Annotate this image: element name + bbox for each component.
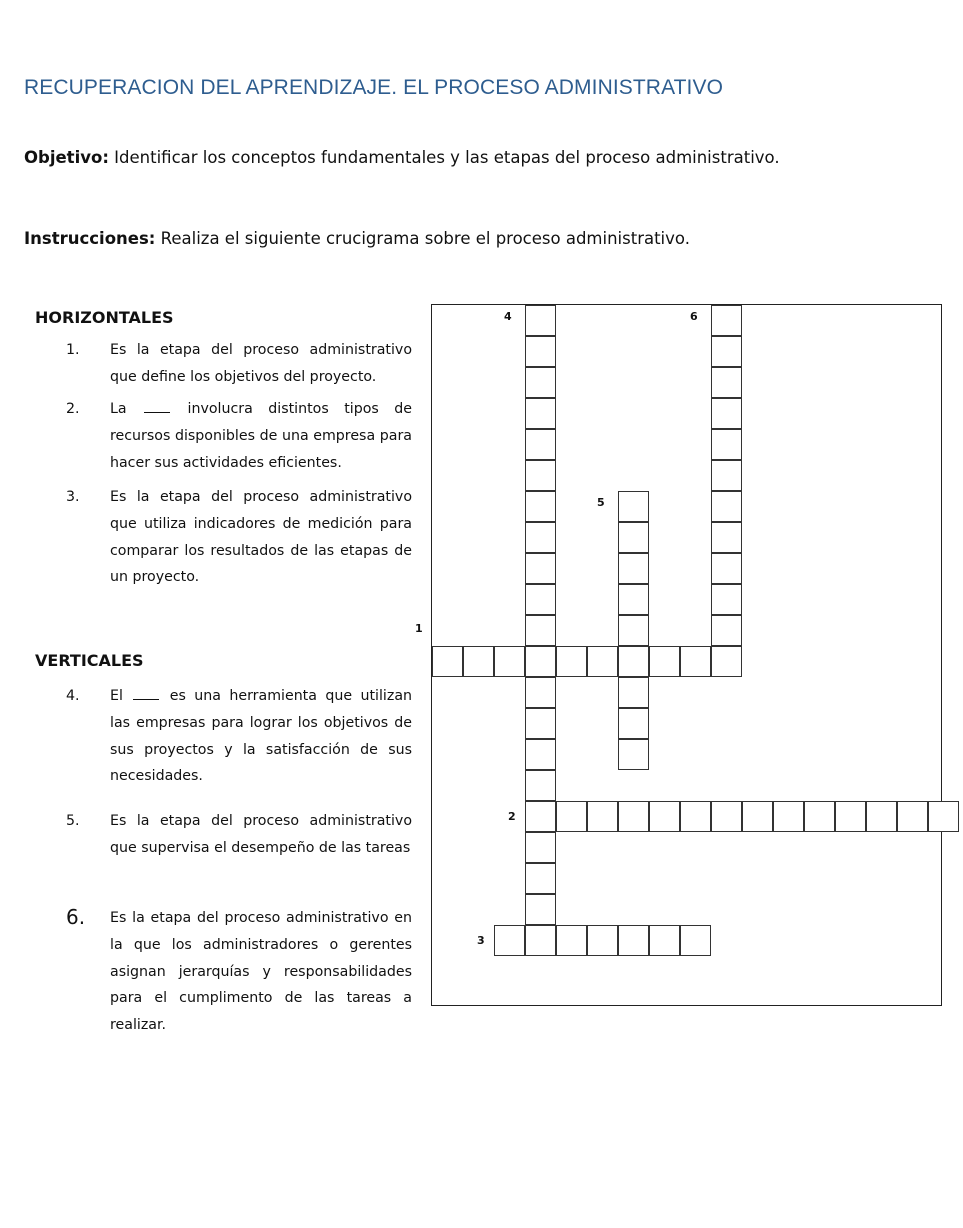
clue-horizontal-2 — [66, 396, 412, 476]
crossword-cell[interactable] — [618, 584, 649, 615]
clue-text-after: es una herramienta que utilizan las empresas para lograr los objetivos de sus proyectos y la satisfacción de sus necesidades. — [110, 688, 413, 785]
crossword-cell[interactable] — [587, 646, 618, 677]
crossword-cell[interactable] — [525, 739, 556, 770]
crossword-cell[interactable] — [897, 801, 928, 832]
crossword-cell[interactable] — [525, 615, 556, 646]
crossword-cell[interactable] — [525, 770, 556, 801]
crossword-cell[interactable] — [711, 460, 742, 491]
clue-text-before: La — [110, 401, 127, 417]
crossword-cell[interactable] — [525, 305, 556, 336]
crossword-cell[interactable] — [556, 646, 587, 677]
crossword-number: 1 — [415, 622, 423, 635]
crossword-cell[interactable] — [649, 925, 680, 956]
crossword-cell[interactable] — [525, 398, 556, 429]
crossword-cell[interactable] — [525, 832, 556, 863]
clue-horizontal-3 — [66, 484, 412, 591]
clue-text: Es la etapa del proceso administrativo que define los objetivos del proyecto. — [110, 342, 412, 385]
instructions-text: Realiza el siguiente crucigrama sobre el proceso administrativo. — [160, 229, 690, 248]
clue-text-before: El — [110, 688, 123, 704]
verticales-heading: VERTICALES — [35, 651, 144, 670]
crossword-cell[interactable] — [432, 646, 463, 677]
crossword-cell[interactable] — [711, 305, 742, 336]
clue-text — [110, 396, 412, 476]
crossword-cell[interactable] — [711, 429, 742, 460]
crossword-cell[interactable] — [525, 801, 556, 832]
clue-number: 6. — [66, 905, 86, 929]
crossword-cell[interactable] — [804, 801, 835, 832]
crossword-cell[interactable] — [618, 646, 649, 677]
clue-number: 5. — [66, 813, 80, 829]
crossword-cell[interactable] — [525, 491, 556, 522]
crossword-number: 3 — [477, 934, 485, 947]
crossword-cell[interactable] — [680, 646, 711, 677]
crossword-cell[interactable] — [649, 801, 680, 832]
clue-horizontal-1 — [66, 337, 412, 391]
crossword-cell[interactable] — [525, 708, 556, 739]
clue-number: 2. — [66, 401, 80, 417]
crossword-cell[interactable] — [556, 801, 587, 832]
clue-text: Es la etapa del proceso administrativo que utiliza indicadores de medición para comparar los resultados de las etapas de un proyecto. — [110, 489, 412, 586]
crossword-cell[interactable] — [525, 429, 556, 460]
crossword-cell[interactable] — [463, 646, 494, 677]
crossword-cell[interactable] — [587, 801, 618, 832]
crossword-cell[interactable] — [618, 615, 649, 646]
crossword-cell[interactable] — [711, 646, 742, 677]
page-title: RECUPERACION DEL APRENDIZAJE. EL PROCESO ADMINISTRATIVO — [24, 76, 724, 99]
crossword-cell[interactable] — [866, 801, 897, 832]
crossword-cell[interactable] — [525, 553, 556, 584]
instructions — [24, 229, 690, 248]
crossword-cell[interactable] — [525, 646, 556, 677]
crossword-cell[interactable] — [835, 801, 866, 832]
clue-text-after: involucra distintos tipos de recursos disponibles de una empresa para hacer sus actividades eficientes. — [110, 401, 412, 471]
crossword-cell[interactable] — [618, 801, 649, 832]
clue-text — [110, 683, 412, 790]
crossword-cell[interactable] — [618, 677, 649, 708]
answer-blank — [133, 687, 159, 700]
clue-number: 3. — [66, 489, 80, 505]
crossword-number: 5 — [597, 496, 605, 509]
crossword-cell[interactable] — [711, 398, 742, 429]
crossword-cell[interactable] — [618, 708, 649, 739]
crossword-number: 2 — [508, 810, 516, 823]
crossword-cell[interactable] — [680, 801, 711, 832]
clue-vertical-5 — [66, 808, 412, 862]
clue-text: Es la etapa del proceso administrativo en la que los administradores o gerentes asignan jerarquías y responsabilidades para el cumplimento de las tareas a realizar. — [110, 910, 412, 1034]
crossword-cell[interactable] — [494, 925, 525, 956]
crossword-cell[interactable] — [525, 522, 556, 553]
horizontales-heading: HORIZONTALES — [35, 308, 174, 327]
crossword-cell[interactable] — [711, 491, 742, 522]
crossword-cell[interactable] — [525, 460, 556, 491]
crossword-cell[interactable] — [711, 367, 742, 398]
crossword-cell[interactable] — [556, 925, 587, 956]
instructions-label: Instrucciones: — [24, 229, 156, 248]
crossword-cell[interactable] — [618, 522, 649, 553]
crossword-cell[interactable] — [525, 863, 556, 894]
crossword-cell[interactable] — [525, 336, 556, 367]
crossword-cell[interactable] — [618, 925, 649, 956]
objective — [24, 148, 780, 167]
crossword-cell[interactable] — [773, 801, 804, 832]
crossword-cell[interactable] — [494, 646, 525, 677]
clue-vertical-4 — [66, 683, 412, 790]
crossword-cell[interactable] — [711, 801, 742, 832]
crossword-cell[interactable] — [711, 336, 742, 367]
crossword-cell[interactable] — [525, 677, 556, 708]
crossword-cell[interactable] — [525, 925, 556, 956]
objective-text: Identificar los conceptos fundamentales y las etapas del proceso administrativo. — [114, 148, 780, 167]
crossword-cell[interactable] — [587, 925, 618, 956]
crossword-cell[interactable] — [711, 615, 742, 646]
crossword-cell[interactable] — [525, 367, 556, 398]
crossword-cell[interactable] — [711, 553, 742, 584]
objective-label: Objetivo: — [24, 148, 109, 167]
crossword-cell[interactable] — [680, 925, 711, 956]
crossword-cell[interactable] — [711, 584, 742, 615]
crossword-cell[interactable] — [618, 553, 649, 584]
crossword-number: 4 — [504, 310, 512, 323]
crossword-cell[interactable] — [742, 801, 773, 832]
crossword-cell[interactable] — [649, 646, 680, 677]
crossword-cell[interactable] — [618, 491, 649, 522]
answer-blank — [144, 400, 170, 413]
crossword-cell[interactable] — [711, 522, 742, 553]
crossword-number: 6 — [690, 310, 698, 323]
crossword-cell[interactable] — [525, 894, 556, 925]
clue-number: 4. — [66, 688, 80, 704]
clue-text: Es la etapa del proceso administrativo que supervisa el desempeño de las tareas — [110, 813, 412, 856]
crossword-cell[interactable] — [525, 584, 556, 615]
clue-number: 1. — [66, 342, 80, 358]
crossword-cell[interactable] — [928, 801, 959, 832]
crossword-cell[interactable] — [618, 739, 649, 770]
clue-vertical-6 — [66, 905, 412, 1039]
